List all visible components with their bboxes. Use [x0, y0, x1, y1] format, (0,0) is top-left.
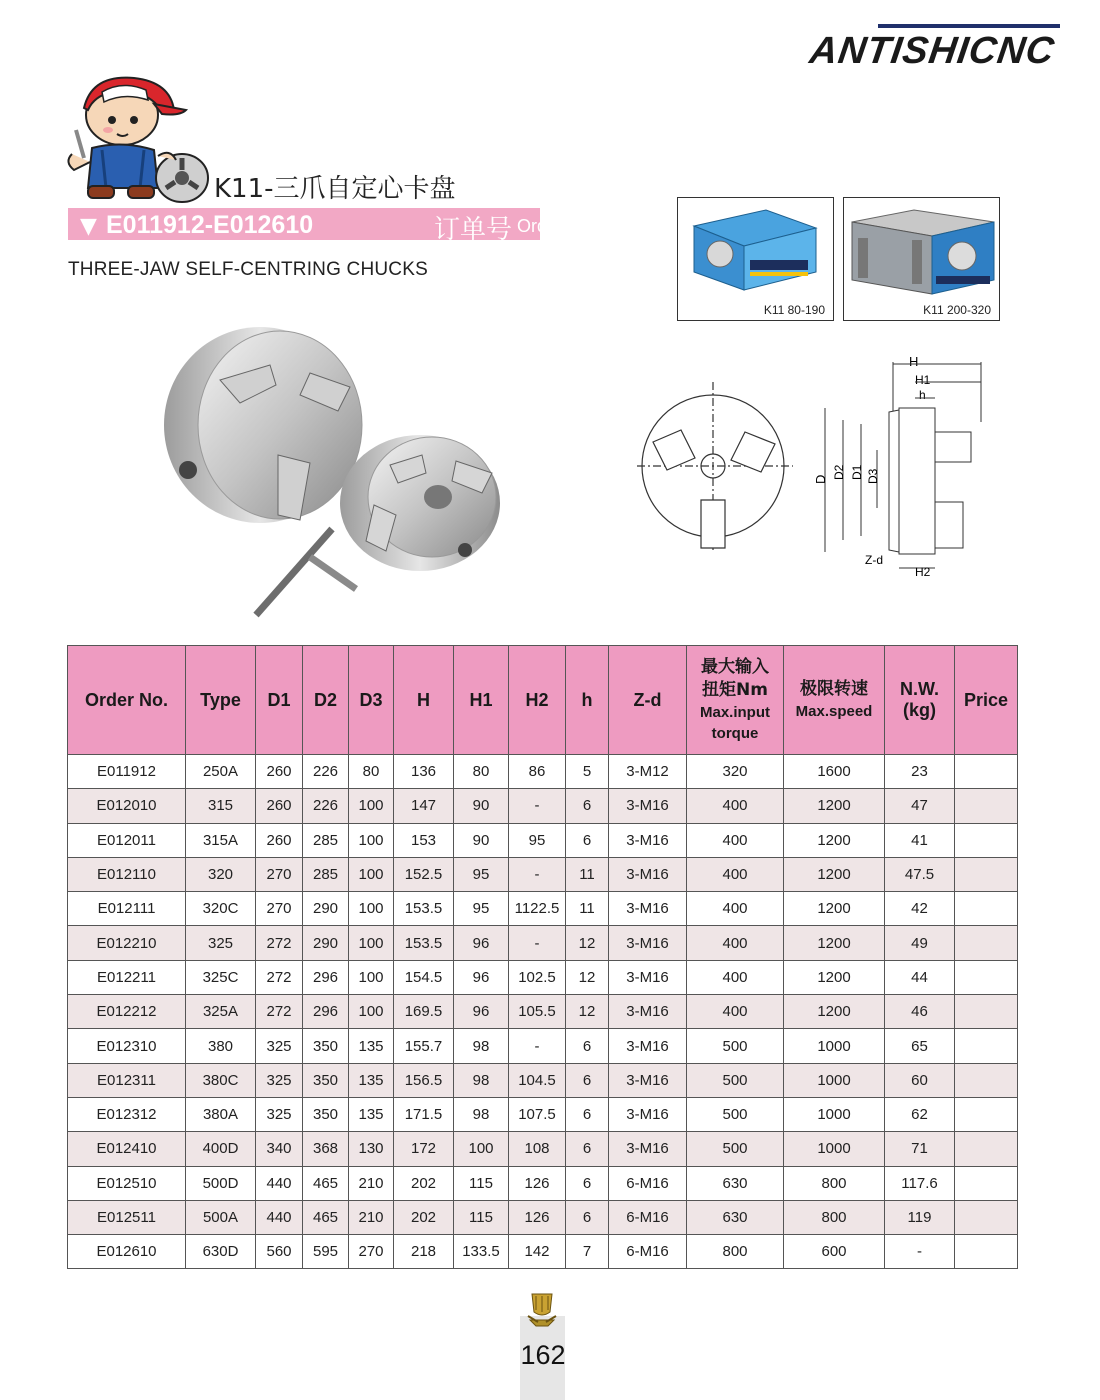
cell-price: [955, 755, 1018, 789]
torque-en-line2: torque: [711, 725, 759, 742]
cell-d2: 296: [303, 995, 349, 1029]
header-h2: H2: [509, 646, 566, 755]
cell-zd: 6-M16: [609, 1200, 687, 1234]
cell-type: 325C: [186, 960, 256, 994]
cell-net-weight: 46: [885, 995, 955, 1029]
cell-h: 202: [394, 1166, 454, 1200]
cell-d1: 560: [256, 1235, 303, 1269]
cell-d2: 465: [303, 1166, 349, 1200]
page-title: K11-三爪自定心卡盘: [214, 174, 456, 204]
cell-h1: 98: [454, 1029, 509, 1063]
cell-h2: 142: [509, 1235, 566, 1269]
cell-d1: 270: [256, 892, 303, 926]
cell-d3: 210: [349, 1200, 394, 1234]
cell-d3: 100: [349, 926, 394, 960]
cell-h-small: 6: [566, 1097, 609, 1131]
cell-price: [955, 1166, 1018, 1200]
cell-net-weight: 49: [885, 926, 955, 960]
cell-price: [955, 1097, 1018, 1131]
table-row: [68, 1097, 1018, 1131]
cell-d2: 285: [303, 857, 349, 891]
cell-h2: 107.5: [509, 1097, 566, 1131]
table-row: [68, 1200, 1018, 1234]
table-row: [68, 789, 1018, 823]
cell-zd: 3-M16: [609, 823, 687, 857]
cell-h2: 1122.5: [509, 892, 566, 926]
cell-zd: 3-M16: [609, 857, 687, 891]
cell-d2: 226: [303, 755, 349, 789]
header-h-small: h: [566, 646, 609, 755]
cell-h-small: 12: [566, 960, 609, 994]
cell-type: 315: [186, 789, 256, 823]
cell-h-small: 6: [566, 1200, 609, 1234]
cell-h: 136: [394, 755, 454, 789]
cell-h1: 96: [454, 926, 509, 960]
cell-price: [955, 995, 1018, 1029]
chuck-technical-drawing: [635, 352, 995, 580]
cell-net-weight: 42: [885, 892, 955, 926]
dim-D1: D1: [850, 464, 864, 480]
cell-d1: 340: [256, 1132, 303, 1166]
cell-d3: 270: [349, 1235, 394, 1269]
cell-d3: 100: [349, 857, 394, 891]
cell-h-small: 6: [566, 1063, 609, 1097]
cell-d3: 135: [349, 1029, 394, 1063]
cell-h2: 108: [509, 1132, 566, 1166]
cell-price: [955, 926, 1018, 960]
cell-h: 147: [394, 789, 454, 823]
cell-type: 315A: [186, 823, 256, 857]
table-row: [68, 755, 1018, 789]
cell-max-speed: 1200: [784, 926, 885, 960]
cell-d1: 272: [256, 926, 303, 960]
cell-h1: 96: [454, 995, 509, 1029]
speed-en: Max.speed: [795, 703, 873, 720]
cell-h1: 115: [454, 1166, 509, 1200]
nw-line2: (kg): [903, 700, 936, 720]
cell-max-speed: 800: [784, 1166, 885, 1200]
cell-order-no: E011912: [68, 755, 186, 789]
specification-table: [67, 645, 1018, 1269]
cell-h-small: 5: [566, 755, 609, 789]
cell-max-speed: 1200: [784, 857, 885, 891]
cell-d1: 272: [256, 995, 303, 1029]
cell-max-torque: 400: [687, 926, 784, 960]
cell-h1: 80: [454, 755, 509, 789]
cell-max-speed: 1000: [784, 1132, 885, 1166]
cell-max-speed: 1200: [784, 960, 885, 994]
order-label-en: Order NO.: [517, 216, 564, 257]
dim-D2: D2: [832, 464, 846, 480]
package-photo-small: [677, 197, 834, 321]
table-row: [68, 1166, 1018, 1200]
cell-h: 153: [394, 823, 454, 857]
table-row: [68, 1029, 1018, 1063]
cell-max-speed: 1200: [784, 995, 885, 1029]
torque-en-line1: Max.input: [700, 704, 770, 721]
cell-max-torque: 500: [687, 1029, 784, 1063]
trophy-icon: [524, 1290, 560, 1330]
brand-logo: ANTISHICNC: [807, 30, 1058, 72]
cell-max-speed: 1000: [784, 1097, 885, 1131]
cell-net-weight: 23: [885, 755, 955, 789]
torque-cn-line2: 扭矩Nm: [702, 680, 768, 700]
cell-h: 153.5: [394, 892, 454, 926]
cell-net-weight: 44: [885, 960, 955, 994]
cell-h1: 96: [454, 960, 509, 994]
cell-net-weight: 41: [885, 823, 955, 857]
cell-h1: 133.5: [454, 1235, 509, 1269]
cell-h1: 95: [454, 892, 509, 926]
cell-net-weight: 47: [885, 789, 955, 823]
cell-net-weight: 62: [885, 1097, 955, 1131]
cell-h2: 104.5: [509, 1063, 566, 1097]
cell-max-speed: 1000: [784, 1063, 885, 1097]
cell-h2: 105.5: [509, 995, 566, 1029]
cell-h2: -: [509, 789, 566, 823]
cell-h: 156.5: [394, 1063, 454, 1097]
cell-max-torque: 400: [687, 823, 784, 857]
cell-order-no: E012010: [68, 789, 186, 823]
cell-order-no: E012511: [68, 1200, 186, 1234]
cell-max-torque: 500: [687, 1097, 784, 1131]
cell-h1: 98: [454, 1097, 509, 1131]
cell-d3: 100: [349, 789, 394, 823]
cell-d3: 100: [349, 892, 394, 926]
cell-price: [955, 1235, 1018, 1269]
cell-h2: 126: [509, 1200, 566, 1234]
cell-price: [955, 1029, 1018, 1063]
table-row: [68, 823, 1018, 857]
cell-d1: 325: [256, 1029, 303, 1063]
cell-d2: 350: [303, 1063, 349, 1097]
header-net-weight: [885, 646, 955, 755]
cell-d2: 350: [303, 1029, 349, 1063]
cell-d1: 270: [256, 857, 303, 891]
cell-price: [955, 857, 1018, 891]
header-type: Type: [186, 646, 256, 755]
cell-max-torque: 400: [687, 892, 784, 926]
dim-h: h: [919, 388, 926, 402]
cell-zd: 3-M16: [609, 926, 687, 960]
order-label-cn: 订单号: [434, 215, 513, 245]
package-photo-large: [843, 197, 1000, 321]
header-zd: Z-d: [609, 646, 687, 755]
cell-h1: 90: [454, 789, 509, 823]
triangle-down-icon: ▼: [80, 214, 97, 239]
dim-D3: D3: [866, 468, 880, 484]
cell-type: 250A: [186, 755, 256, 789]
cell-h: 202: [394, 1200, 454, 1234]
table-row: [68, 1132, 1018, 1166]
cell-h1: 100: [454, 1132, 509, 1166]
cell-h-small: 12: [566, 926, 609, 960]
cell-net-weight: -: [885, 1235, 955, 1269]
cell-type: 380: [186, 1029, 256, 1063]
cell-zd: 3-M16: [609, 789, 687, 823]
cell-net-weight: 60: [885, 1063, 955, 1097]
cell-h: 172: [394, 1132, 454, 1166]
cell-order-no: E012210: [68, 926, 186, 960]
cell-d3: 100: [349, 823, 394, 857]
cell-h: 169.5: [394, 995, 454, 1029]
cell-order-no: E012211: [68, 960, 186, 994]
cell-d3: 130: [349, 1132, 394, 1166]
cell-h2: -: [509, 926, 566, 960]
cell-max-speed: 1200: [784, 823, 885, 857]
cell-d3: 100: [349, 995, 394, 1029]
header-max-torque: [687, 646, 784, 755]
brand-underline: [878, 24, 1060, 28]
cell-h1: 115: [454, 1200, 509, 1234]
cell-h: 171.5: [394, 1097, 454, 1131]
package-box-image: [678, 198, 832, 302]
table-row: [68, 995, 1018, 1029]
cell-h-small: 6: [566, 1029, 609, 1063]
cell-zd: 3-M12: [609, 755, 687, 789]
cell-h: 218: [394, 1235, 454, 1269]
order-range: E011912-E012610: [106, 211, 314, 239]
cell-zd: 3-M16: [609, 960, 687, 994]
cell-type: 400D: [186, 1132, 256, 1166]
cell-max-torque: 800: [687, 1235, 784, 1269]
cell-max-speed: 1200: [784, 789, 885, 823]
cell-h1: 90: [454, 823, 509, 857]
cell-zd: 3-M16: [609, 1132, 687, 1166]
cell-d1: 260: [256, 755, 303, 789]
cell-net-weight: 71: [885, 1132, 955, 1166]
cell-type: 325: [186, 926, 256, 960]
cell-price: [955, 960, 1018, 994]
cell-h2: -: [509, 1029, 566, 1063]
cell-h2: 95: [509, 823, 566, 857]
cell-h1: 98: [454, 1063, 509, 1097]
cell-net-weight: 117.6: [885, 1166, 955, 1200]
cell-order-no: E012212: [68, 995, 186, 1029]
cell-d3: 135: [349, 1097, 394, 1131]
cell-d2: 368: [303, 1132, 349, 1166]
torque-cn-line1: 最大输入: [701, 657, 769, 677]
order-range-banner: [68, 208, 564, 257]
cell-max-torque: 500: [687, 1063, 784, 1097]
cell-max-torque: 500: [687, 1132, 784, 1166]
cell-d2: 226: [303, 789, 349, 823]
cell-type: 500D: [186, 1166, 256, 1200]
cell-order-no: E012310: [68, 1029, 186, 1063]
nw-line1: N.W.: [900, 679, 939, 699]
cell-type: 630D: [186, 1235, 256, 1269]
cell-zd: 3-M16: [609, 995, 687, 1029]
cell-h: 153.5: [394, 926, 454, 960]
cell-d1: 260: [256, 823, 303, 857]
cell-h-small: 12: [566, 995, 609, 1029]
header-d3: D3: [349, 646, 394, 755]
cell-h1: 95: [454, 857, 509, 891]
cell-h-small: 6: [566, 789, 609, 823]
cell-net-weight: 47.5: [885, 857, 955, 891]
header-h: H: [394, 646, 454, 755]
cell-order-no: E012510: [68, 1166, 186, 1200]
cell-zd: 3-M16: [609, 1097, 687, 1131]
cell-zd: 6-M16: [609, 1235, 687, 1269]
cell-d2: 290: [303, 892, 349, 926]
cell-zd: 3-M16: [609, 1029, 687, 1063]
cell-h: 154.5: [394, 960, 454, 994]
cell-max-torque: 400: [687, 789, 784, 823]
cell-h: 155.7: [394, 1029, 454, 1063]
cell-max-speed: 1600: [784, 755, 885, 789]
cell-price: [955, 1132, 1018, 1166]
speed-cn: 极限转速: [800, 679, 868, 699]
mascot-illustration: [62, 70, 212, 210]
cell-d1: 325: [256, 1097, 303, 1131]
header-d2: D2: [303, 646, 349, 755]
dim-H1: H1: [915, 373, 931, 387]
cell-type: 320C: [186, 892, 256, 926]
cell-type: 380C: [186, 1063, 256, 1097]
cell-order-no: E012311: [68, 1063, 186, 1097]
dim-H: H: [909, 354, 919, 369]
cell-d2: 350: [303, 1097, 349, 1131]
cell-order-no: E012410: [68, 1132, 186, 1166]
cell-d1: 440: [256, 1200, 303, 1234]
page-subtitle: THREE-JAW SELF-CENTRING CHUCKS: [68, 259, 428, 280]
table-row: [68, 857, 1018, 891]
table-row: [68, 892, 1018, 926]
package-caption: K11 80-190: [763, 303, 825, 317]
cell-h-small: 6: [566, 823, 609, 857]
cell-d1: 260: [256, 789, 303, 823]
header-h1: H1: [454, 646, 509, 755]
cell-max-torque: 400: [687, 960, 784, 994]
dim-H2: H2: [915, 565, 931, 579]
header-d1: D1: [256, 646, 303, 755]
cell-d1: 440: [256, 1166, 303, 1200]
cell-type: 325A: [186, 995, 256, 1029]
cell-zd: 3-M16: [609, 1063, 687, 1097]
cell-order-no: E012011: [68, 823, 186, 857]
table-row: [68, 1063, 1018, 1097]
cell-d3: 135: [349, 1063, 394, 1097]
chuck-product-photo: [160, 325, 520, 620]
dim-D: D: [813, 474, 828, 484]
cell-h-small: 6: [566, 1132, 609, 1166]
cell-max-torque: 400: [687, 857, 784, 891]
cell-h-small: 7: [566, 1235, 609, 1269]
header-price: Price: [955, 646, 1018, 755]
cell-h2: 86: [509, 755, 566, 789]
cell-max-torque: 630: [687, 1200, 784, 1234]
cell-max-torque: 320: [687, 755, 784, 789]
cell-price: [955, 789, 1018, 823]
cell-h-small: 6: [566, 1166, 609, 1200]
cell-net-weight: 119: [885, 1200, 955, 1234]
cell-h2: 102.5: [509, 960, 566, 994]
cell-price: [955, 1200, 1018, 1234]
cell-order-no: E012110: [68, 857, 186, 891]
cell-max-speed: 1200: [784, 892, 885, 926]
cell-max-speed: 1000: [784, 1029, 885, 1063]
cell-h2: -: [509, 857, 566, 891]
cell-d1: 325: [256, 1063, 303, 1097]
cell-price: [955, 1063, 1018, 1097]
cell-net-weight: 65: [885, 1029, 955, 1063]
cell-h-small: 11: [566, 892, 609, 926]
dim-Zd: Z-d: [865, 553, 883, 567]
cell-d3: 80: [349, 755, 394, 789]
cell-max-speed: 600: [784, 1235, 885, 1269]
table-header-row: [68, 646, 1018, 755]
cell-max-torque: 400: [687, 995, 784, 1029]
cell-h2: 126: [509, 1166, 566, 1200]
cell-type: 320: [186, 857, 256, 891]
package-box-image: [844, 198, 998, 302]
cell-h-small: 11: [566, 857, 609, 891]
table-row: [68, 926, 1018, 960]
cell-d1: 272: [256, 960, 303, 994]
cell-type: 380A: [186, 1097, 256, 1131]
header-order-no: Order No.: [68, 646, 186, 755]
cell-d2: 296: [303, 960, 349, 994]
cell-d2: 595: [303, 1235, 349, 1269]
header-max-speed: [784, 646, 885, 755]
cell-order-no: E012312: [68, 1097, 186, 1131]
package-caption: K11 200-320: [923, 303, 991, 317]
cell-zd: 3-M16: [609, 892, 687, 926]
cell-h: 152.5: [394, 857, 454, 891]
cell-type: 500A: [186, 1200, 256, 1234]
cell-price: [955, 823, 1018, 857]
cell-order-no: E012111: [68, 892, 186, 926]
cell-max-speed: 800: [784, 1200, 885, 1234]
cell-zd: 6-M16: [609, 1166, 687, 1200]
cell-order-no: E012610: [68, 1235, 186, 1269]
cell-max-torque: 630: [687, 1166, 784, 1200]
cell-price: [955, 892, 1018, 926]
cell-d3: 210: [349, 1166, 394, 1200]
table-row: [68, 1235, 1018, 1269]
cell-d3: 100: [349, 960, 394, 994]
table-row: [68, 960, 1018, 994]
page-number: 162: [520, 1340, 566, 1370]
cell-d2: 290: [303, 926, 349, 960]
cell-d2: 465: [303, 1200, 349, 1234]
cell-d2: 285: [303, 823, 349, 857]
